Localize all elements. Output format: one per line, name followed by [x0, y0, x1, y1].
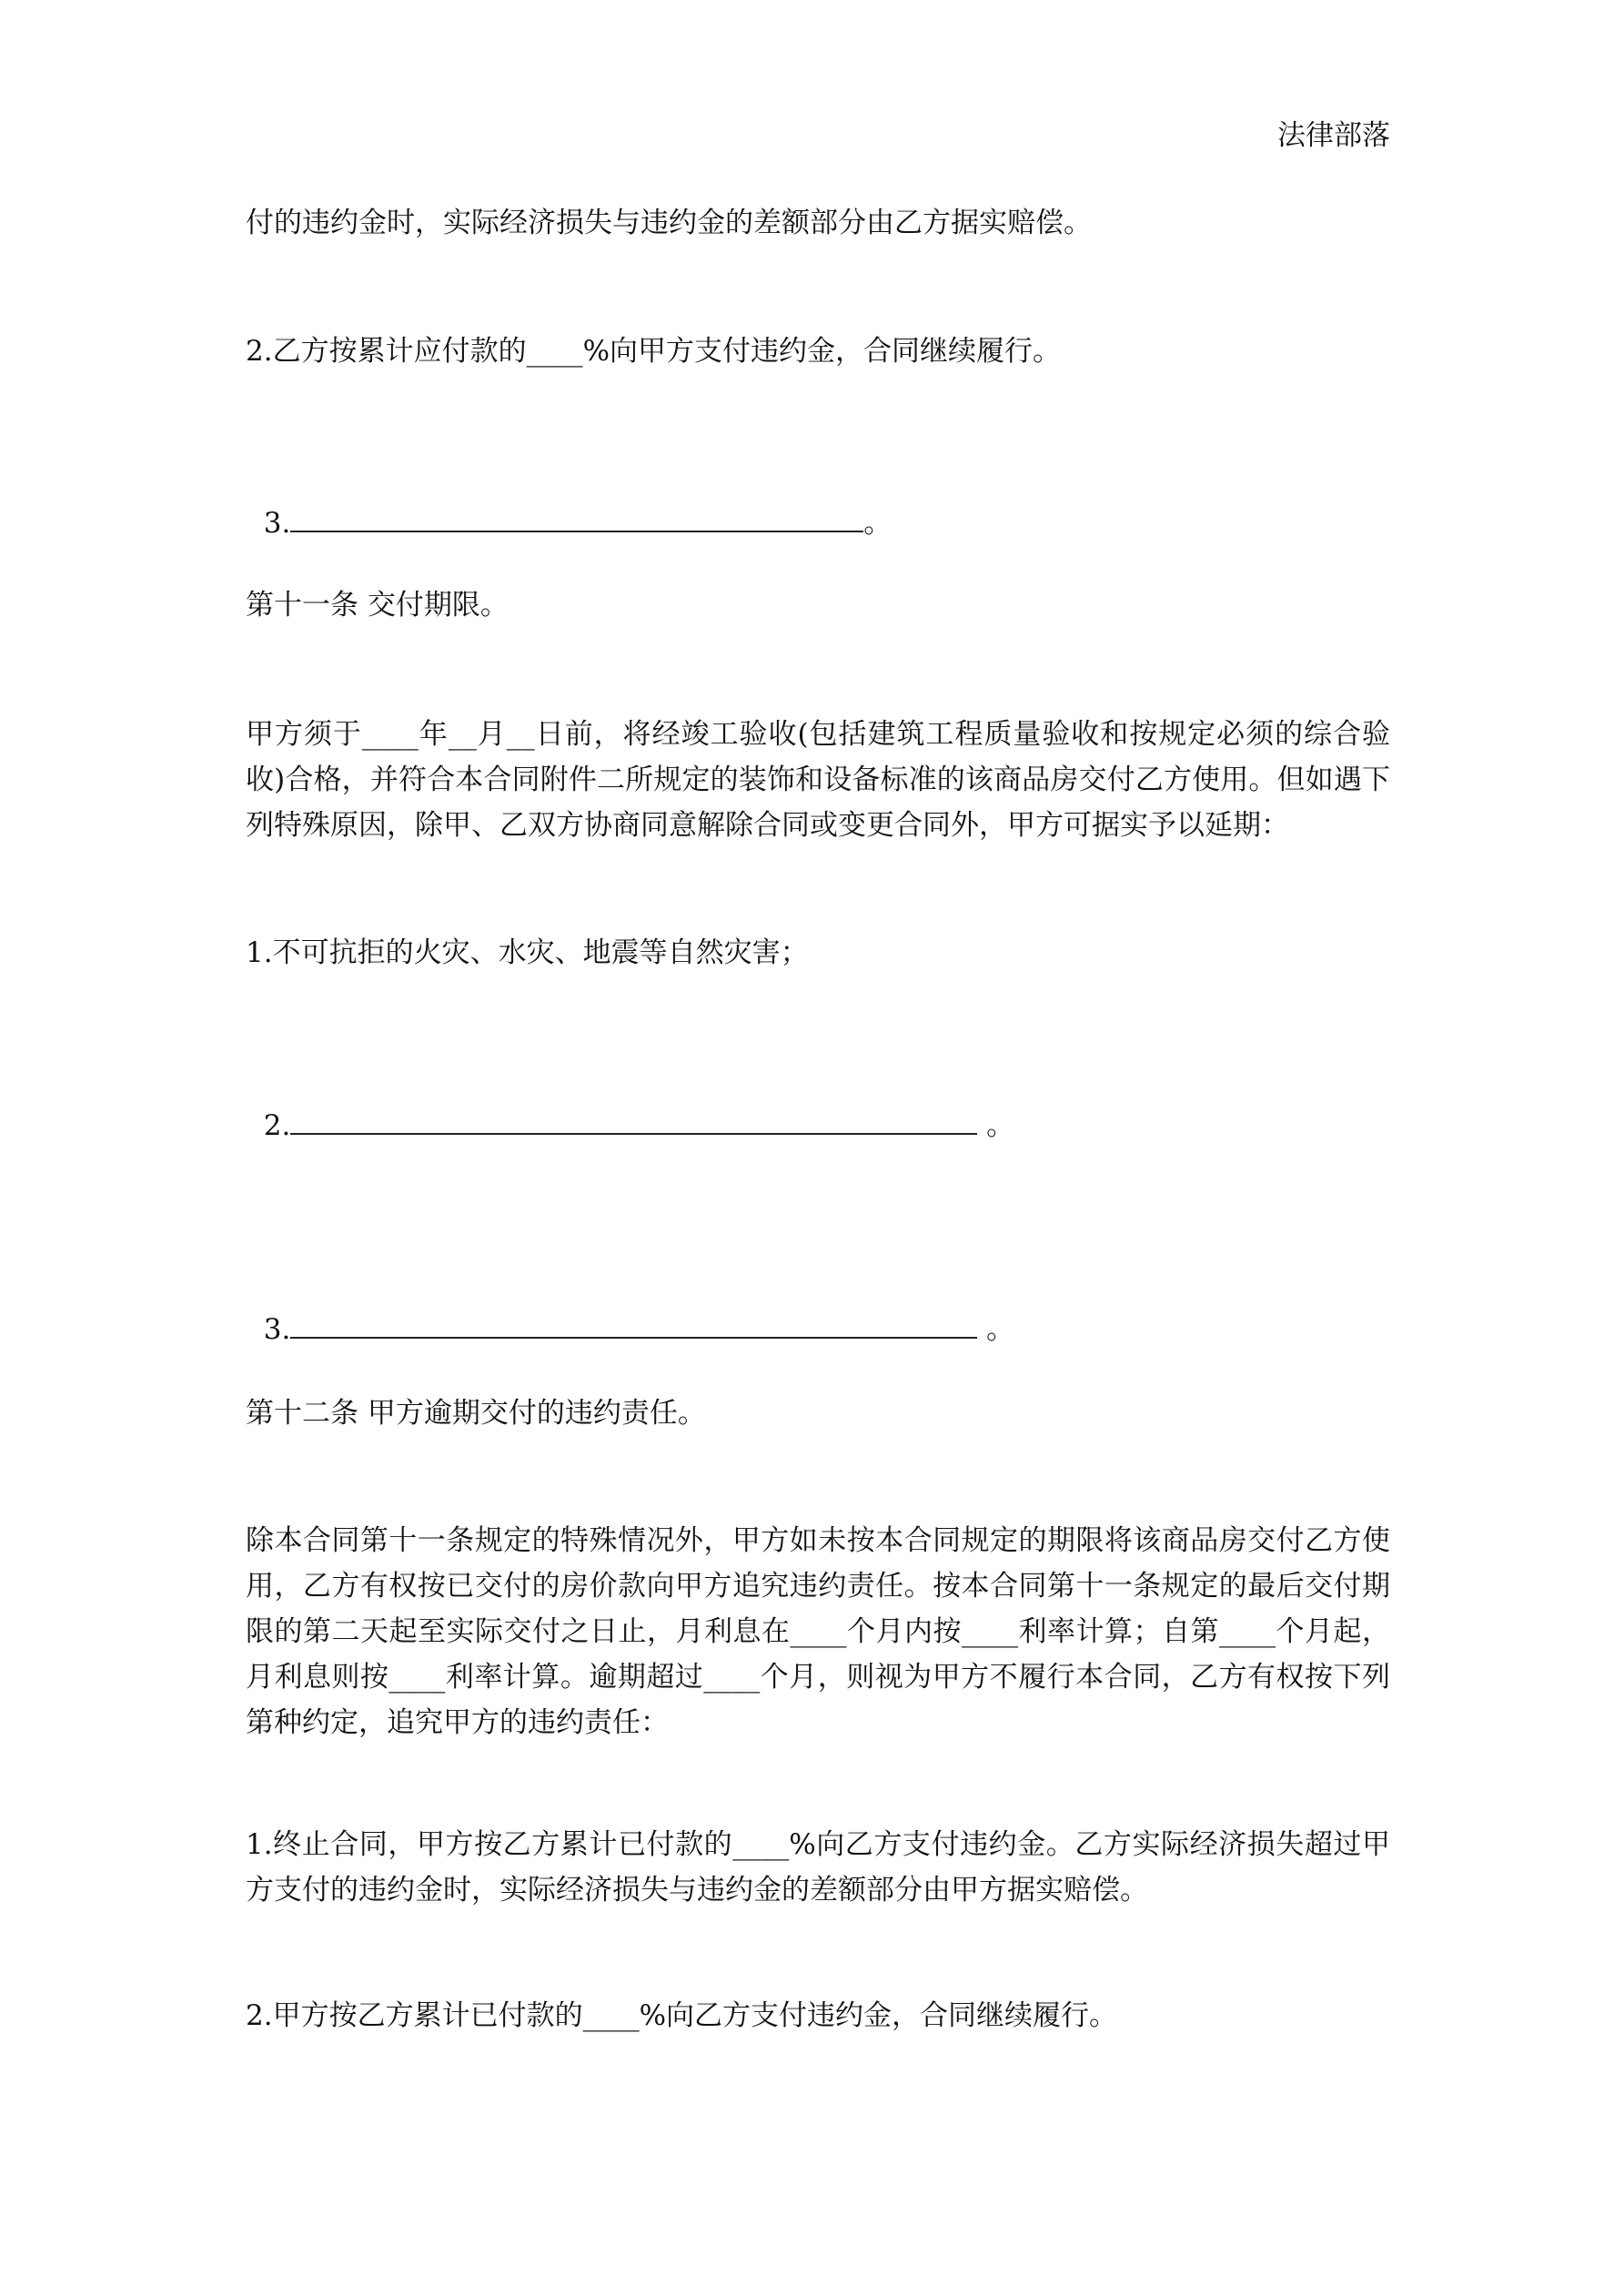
blank-line — [290, 1306, 977, 1339]
article-12-title: 第十二条 甲方逾期交付的违约责任。 — [246, 1397, 706, 1430]
blank-line — [290, 500, 863, 532]
article-12-item-1: 1.终止合同，甲方按乙方累计已付款的____%向乙方支付违约金。乙方实际经济损失超过甲方支付的违约金时，实际经济损失与违约金的差额部分由甲方据实赔偿。 — [246, 1828, 1390, 1907]
article-11-item-1: 1.不可抗拒的火灾、水灾、地震等自然灾害； — [246, 936, 809, 969]
item-end: 。 — [977, 1109, 1015, 1142]
article-11-item-3 — [246, 1260, 1390, 1352]
article-11-body: 甲方须于____年__月__日前，将经竣工验收(包括建筑工程质量验收和按规定必须的综合验收)合格，并符合本合同附件二所规定的装饰和设备标准的该商品房交付乙方使用。但如遇下列特殊原因，除甲、乙双方协商同意解除合同或变更合同外，甲方可据实予以延期： — [246, 718, 1390, 842]
item-label: 3. — [263, 507, 291, 540]
clause-item-2: 2.乙方按累计应付款的____%向甲方支付违约金，合同继续履行。 — [246, 335, 1062, 368]
article-11-item-2 — [246, 1057, 1390, 1148]
blank-line — [290, 1102, 977, 1135]
paragraph-continuation: 付的违约金时，实际经济损失与违约金的差额部分由乙方据实赔偿。 — [246, 207, 1092, 239]
item-label: 3. — [263, 1313, 291, 1346]
item-end: 。 — [977, 1313, 1015, 1346]
article-12-body: 除本合同第十一条规定的特殊情况外，甲方如未按本合同规定的期限将该商品房交付乙方使用，乙方有权按已交付的房价款向甲方追究违约责任。按本合同第十一条规定的最后交付期限的第二天起至实际交付之日止，月利息在____个月内按____利率计算；自第____个月起，月利息则按____利率计算。逾期超过____个月，则视为甲方不履行本合同，乙方有权按下列第种约定，追究甲方的违约责任： — [246, 1524, 1390, 1739]
clause-item-3 — [246, 454, 1390, 546]
brand-header: 法律部落 — [1277, 119, 1390, 152]
article-12-item-2: 2.甲方按乙方累计已付款的____%向乙方支付违约金，合同继续履行。 — [246, 1999, 1118, 2032]
item-label: 2. — [263, 1109, 291, 1142]
item-end: 。 — [863, 507, 893, 540]
article-11-title: 第十一条 交付期限。 — [246, 589, 509, 622]
